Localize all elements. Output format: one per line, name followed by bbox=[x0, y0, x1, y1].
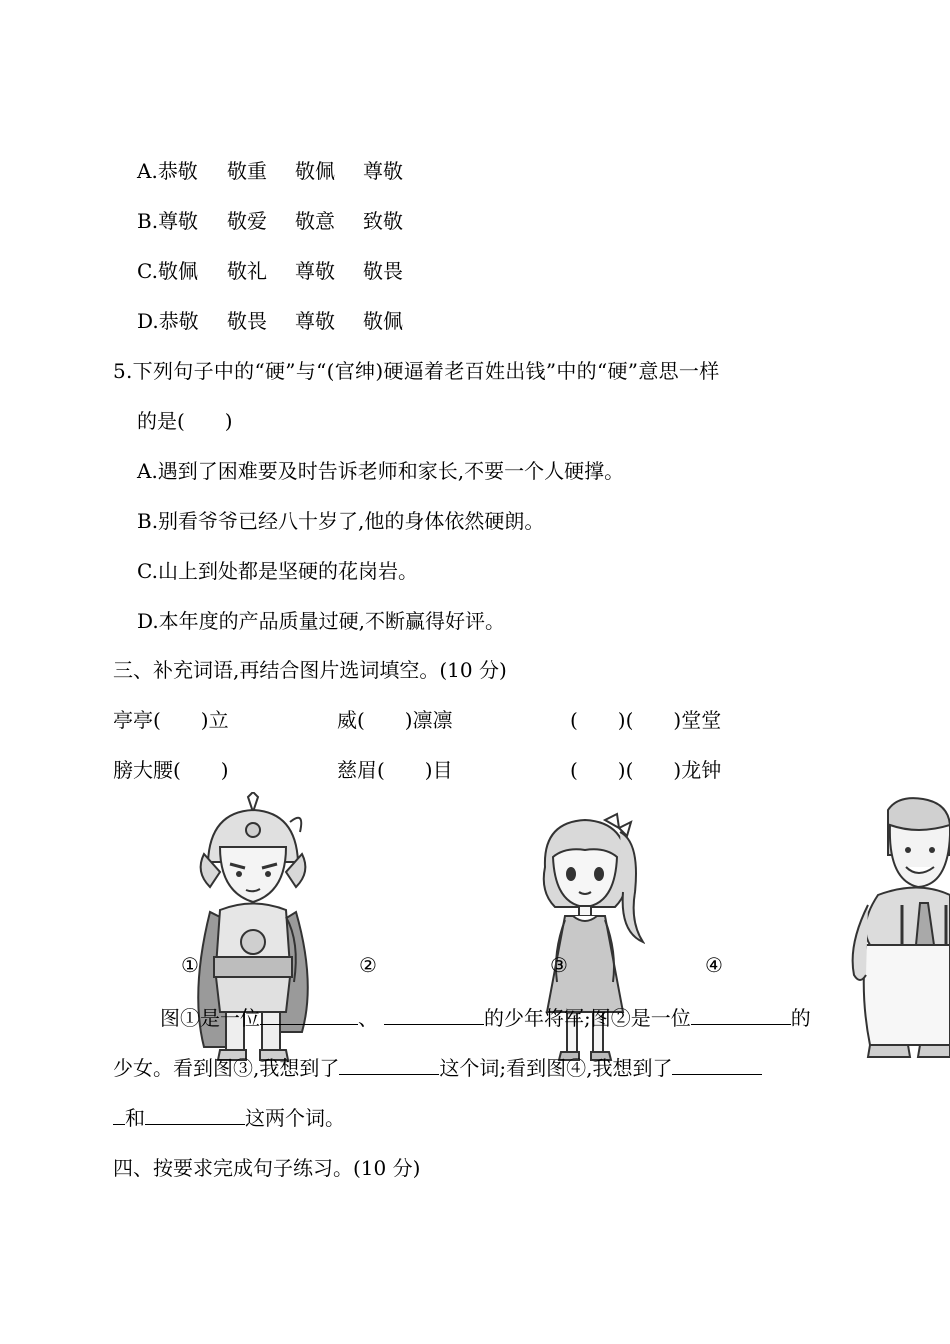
q4-option-c: C.敬佩 敬礼 尊敬 敬畏 bbox=[137, 259, 403, 283]
pic-label-1: ① bbox=[181, 953, 199, 977]
word-fill-3: ( )( )堂堂 bbox=[570, 708, 722, 732]
answer-blank-2[interactable] bbox=[384, 1002, 484, 1025]
q4-option-b: B.尊敬 敬爱 敬意 致敬 bbox=[137, 209, 403, 233]
pic-label-4: ④ bbox=[705, 953, 723, 977]
q5-option-c: C.山上到处都是坚硬的花岗岩。 bbox=[137, 559, 418, 583]
answer-blank-1[interactable] bbox=[260, 1002, 358, 1025]
answer-blank-6[interactable] bbox=[145, 1102, 245, 1125]
q5-option-b: B.别看爷爷已经八十岁了,他的身体依然硬朗。 bbox=[137, 509, 545, 533]
word-fill-2: 威( )凛凛 bbox=[337, 708, 453, 732]
fill-line-3: 和 这两个词。 bbox=[113, 1102, 345, 1131]
pic-label-3: ③ bbox=[550, 953, 568, 977]
q5-stem-line2: 的是( ) bbox=[137, 409, 233, 433]
word-fill-4: 膀大腰( ) bbox=[113, 758, 229, 782]
q4-option-d: D.恭敬 敬畏 尊敬 敬佩 bbox=[137, 309, 403, 333]
fill-line-2: 少女。看到图③,我想到了 这个词;看到图④,我想到了 bbox=[113, 1052, 762, 1081]
answer-blank-4[interactable] bbox=[339, 1052, 439, 1075]
pic-label-2: ② bbox=[359, 953, 377, 977]
word-fill-6: ( )( )龙钟 bbox=[570, 758, 722, 782]
section3-title: 三、补充词语,再结合图片选词填空。(10 分) bbox=[113, 658, 507, 682]
answer-blank-5[interactable] bbox=[672, 1052, 762, 1075]
fill-line-1: 图①是一位 、 的少年将军;图②是一位 的 bbox=[160, 1002, 811, 1031]
answer-blank-5-cont[interactable] bbox=[113, 1102, 125, 1125]
q4-option-a: A.恭敬 敬重 敬佩 尊敬 bbox=[137, 159, 403, 183]
old-man-illustration bbox=[848, 795, 950, 1060]
answer-blank-3[interactable] bbox=[691, 1002, 791, 1025]
section4-title: 四、按要求完成句子练习。(10 分) bbox=[113, 1156, 421, 1180]
word-fill-5: 慈眉( )目 bbox=[337, 758, 453, 782]
word-fill-1: 亭亭( )立 bbox=[113, 708, 229, 732]
q5-stem-line1: 5.下列句子中的“硬”与“(官绅)硬逼着老百姓出钱”中的“硬”意思一样 bbox=[113, 359, 720, 383]
q5-option-a: A.遇到了困难要及时告诉老师和家长,不要一个人硬撑。 bbox=[137, 459, 625, 483]
q5-option-d: D.本年度的产品质量过硬,不断赢得好评。 bbox=[137, 609, 506, 633]
